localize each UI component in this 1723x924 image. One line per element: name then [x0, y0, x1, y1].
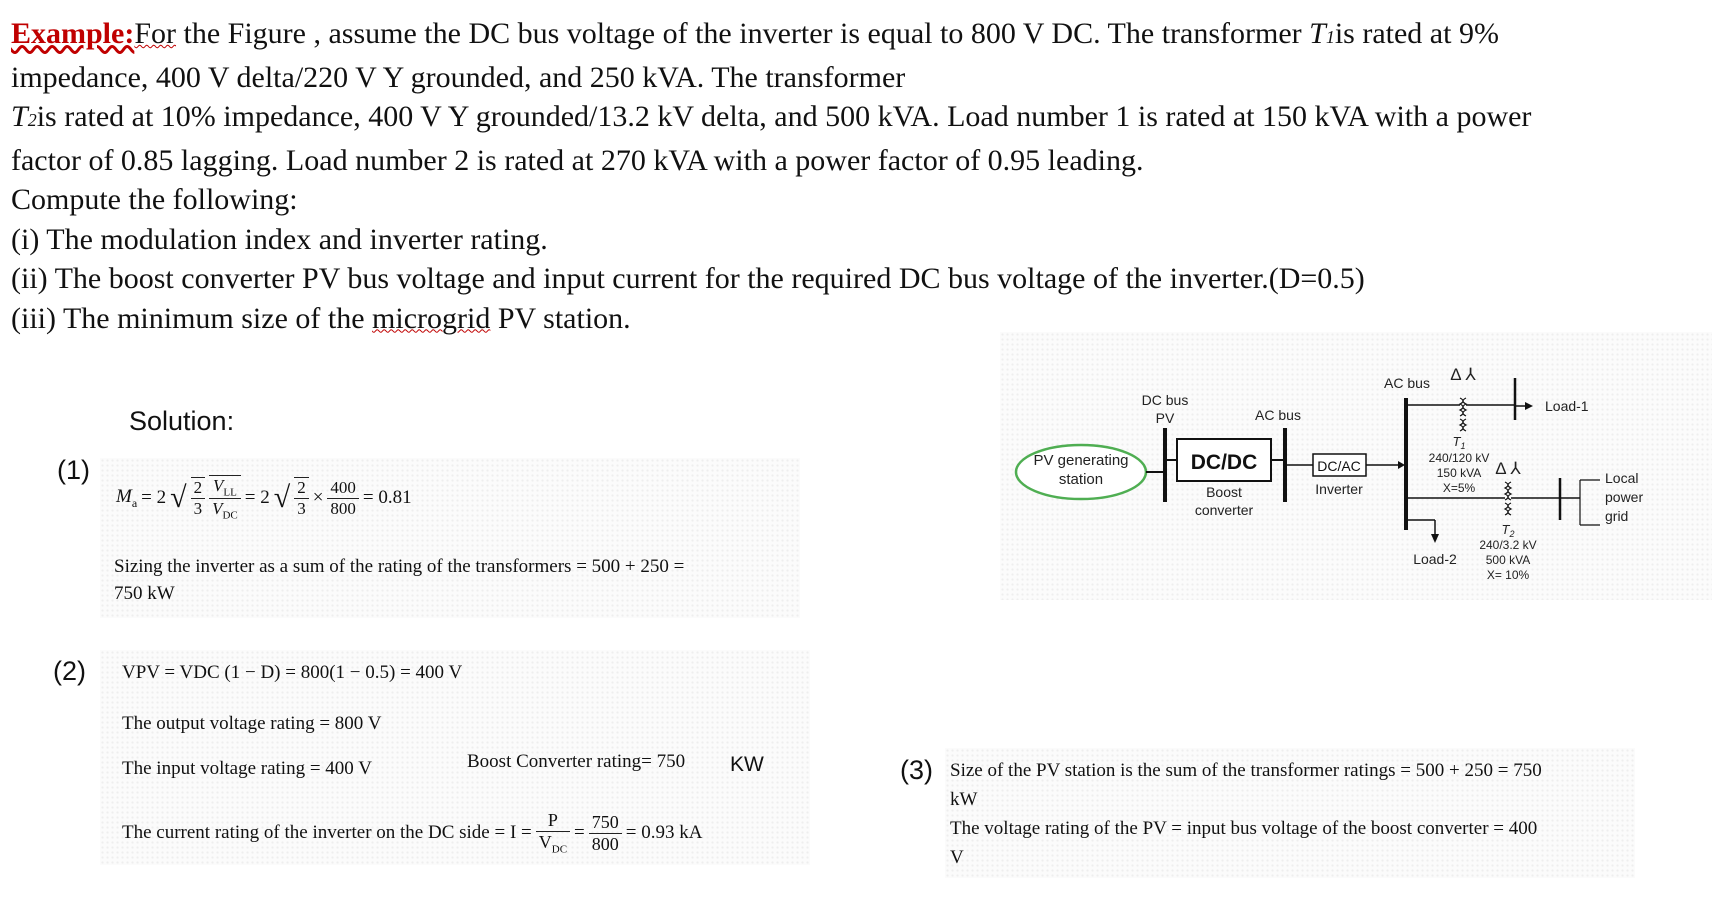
load2-label: Load-2 [1413, 551, 1457, 567]
t1-kva: 150 kVA [1436, 466, 1482, 480]
t1-coil-icon [1460, 398, 1466, 431]
t2-voltage: 240/3.2 kV [1479, 538, 1537, 552]
modulation-index-formula: $M_a$ = 2 √ $\frac{2}{3}$ $\frac{V_{LL}}{V_{DC}}$ = 2 √ $\frac{2}{3}$ × $\frac{400}{800}$ = 0.81 [116, 475, 412, 522]
grid-label-1: Local [1605, 470, 1639, 486]
pv-station-label-2: station [1058, 471, 1104, 488]
pv-voltage-line-1: The voltage rating of the PV = input bus voltage of the boost converter = 400 [950, 818, 1538, 839]
example-label: Example: [11, 17, 135, 50]
problem-line-2: impedance, 400 V delta/220 V Y grounded, and 250 kVA. The transformer [11, 60, 906, 94]
pv-size-line-1: Size of the PV station is the sum of the transformer ratings = 500 + 250 = 750 [950, 760, 1542, 781]
inverter-label: Inverter [1315, 481, 1363, 497]
boost-converter-rating: Boost Converter rating= 750 [467, 751, 686, 772]
inverter-sizing-line-2: 750 kW [114, 583, 175, 604]
dc-current-rating: The current rating of the inverter on the DC side = I = $\frac{P}{V_{DC}}$ = $\frac{750}{800}$ = 0.93 kA [122, 810, 703, 856]
output-voltage-rating: The output voltage rating = 800 V [122, 713, 382, 734]
problem-line-4: factor of 0.85 lagging. Load number 2 is rated at 270 kVA with a power factor of 0.95 leading. [11, 143, 1144, 177]
t1-voltage: 240/120 kV [1428, 451, 1490, 465]
question-1: (i) The modulation index and inverter rating. [11, 222, 548, 256]
grid-label-2: power [1605, 489, 1644, 505]
dc-bus-pv-label-1: DC bus [1141, 392, 1189, 408]
boost-rating-unit: KW [730, 753, 764, 776]
t1-name: $T_1$ [1452, 434, 1466, 451]
step-2-number: (2) [53, 656, 86, 686]
t2-vector-group: Δ ⅄ [1495, 459, 1521, 478]
grid-label-3: grid [1605, 508, 1629, 524]
problem-line-5: Compute the following: [11, 183, 298, 216]
input-voltage-rating: The input voltage rating = 400 V [122, 758, 372, 779]
dcac-label: DC/AC [1317, 458, 1361, 474]
pv-voltage-line-2: V [950, 847, 964, 868]
solution-title: Solution: [129, 406, 235, 436]
pv-voltage-equation: VPV = VDC (1 − D) = 800(1 − 0.5) = 400 V [122, 662, 463, 683]
problem-line-1: Example:For the Figure , assume the DC bus voltage of the inverter is equal to 800 V DC. The transformer T1is rated at 9% [11, 17, 1499, 50]
t1-vector-group: Δ ⅄ [1450, 365, 1476, 384]
load1-label: Load-1 [1545, 398, 1589, 414]
inverter-sizing-line-1: Sizing the inverter as a sum of the rating of the transformers = 500 + 250 = [114, 556, 685, 577]
t2-kva: 500 kVA [1485, 553, 1531, 567]
boost-label-1: Boost [1206, 484, 1242, 500]
problem-line-3: T2is rated at 10% impedance, 400 V Y grounded/13.2 kV delta, and 500 kVA. Load number 1 is rated at 150 kVA with a power [11, 100, 1532, 133]
step-1-number: (1) [57, 455, 90, 485]
dc-bus-pv-label-2: PV [1155, 410, 1175, 426]
t1-impedance: X=5% [1442, 481, 1476, 495]
step-3-number: (3) [900, 755, 933, 785]
boost-label-2: converter [1194, 502, 1254, 518]
pv-size-line-2: kW [950, 789, 978, 810]
ac-bus-mid-label: AC bus [1255, 407, 1301, 423]
t2-coil-icon [1505, 482, 1511, 515]
question-2: (ii) The boost converter PV bus voltage and input current for the required DC bus voltage of the inverter.(D=0.5) [11, 262, 1365, 295]
question-3: (iii) The minimum size of the microgrid PV station. [11, 301, 631, 335]
dcdc-label: DC/DC [1190, 451, 1258, 474]
t2-impedance: X= 10% [1486, 568, 1530, 582]
t2-name: $T_2$ [1501, 522, 1515, 539]
ac-bus-main-label: AC bus [1384, 375, 1430, 391]
pv-station-label-1: PV generating [1033, 452, 1129, 469]
